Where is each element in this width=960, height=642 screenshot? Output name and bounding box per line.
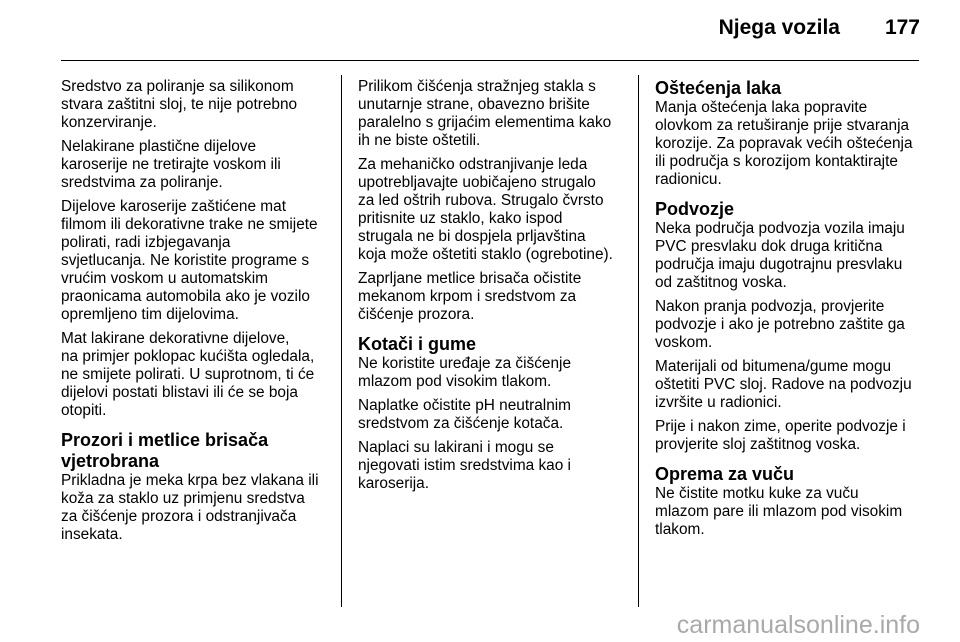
text-line: oštetiti PVC sloj. Radove na podvozju [655,376,912,393]
text-line: mekanom krpom i sredstvom za [358,288,577,305]
section-heading [358,334,628,355]
paragraph [61,198,327,324]
text-line: područja imaju dugotrajnu presvlaku [655,256,903,273]
paragraph [358,397,628,433]
paragraph [358,355,628,391]
heading-line: Prozori i metlice brisača [61,430,269,450]
page-number: 177 [884,16,920,39]
text-line: izvršite u radionici. [655,394,782,411]
column-divider-left [341,75,342,607]
paragraph [655,358,921,412]
text-column-right [655,78,921,545]
paragraph [655,99,921,189]
text-line: provjerite sloj zaštitnog voska. [655,436,861,453]
text-line: koja može oštetiti staklo (ogrebotine). [358,246,613,263]
paragraph [358,78,628,150]
paragraph [358,270,628,324]
text-line: ih ne biste oštetili. [358,132,481,149]
paragraph [655,298,921,352]
text-line: Materijali od bitumena/gume mogu [655,358,892,375]
text-line: unutarnje strane, obavezno brišite [358,96,590,113]
column-divider-right [638,75,639,607]
text-line: olovkom za retuširanje prije stvaranja [655,117,910,134]
text-line: ne smijete polirati. U suprotnom, ti će [61,366,315,383]
text-line: mlazom pare ili mlazom pod visokim [655,503,903,520]
watermark-text: carmanualsonline.info [676,611,920,639]
text-line: konzerviranje. [61,114,157,131]
section-heading [61,430,327,472]
text-column-middle [358,78,628,499]
text-line: Naplatke očistite pH neutralnim [358,397,572,414]
text-line: Nelakirane plastične dijelove [61,138,257,155]
text-line: vrućim voskom u automatskim [61,270,268,287]
paragraph [655,418,921,454]
paragraph [61,138,327,192]
text-line: Za mehaničko odstranjivanje leda [358,156,588,173]
paragraph [358,156,628,264]
text-line: sredstvom za čišćenje kotača. [358,415,564,432]
text-line: Prilikom čišćenja stražnjeg stakla s [358,78,596,95]
text-line: njegovati istim sredstvima kao i [358,457,571,474]
text-line: Prije i nakon zime, operite podvozje i [655,418,906,435]
text-line: paralelno s grijaćim elementima kako [358,114,612,131]
paragraph [358,439,628,493]
text-line: Mat lakirane dekorativne dijelove, [61,330,290,347]
text-line: Ne čistite motku kuke za vuču [655,485,859,502]
text-line: polirati, radi izbjegavanja [61,234,231,251]
text-line: pritisnite uz staklo, kako ispod [358,210,563,227]
text-line: za čišćenje prozora i odstranjivača [61,508,297,525]
paragraph [61,472,327,544]
text-line: otopiti. [61,402,107,419]
text-line: Manja oštećenja laka popravite [655,99,868,116]
text-line: stvara zaštitni sloj, te nije potrebno [61,96,298,113]
text-line: upotrebljavajte uobičajeno strugalo [358,174,596,191]
text-line: od zaštitnog voska. [655,274,787,291]
text-line: Nakon pranja podvozja, provjerite [655,298,885,315]
section-heading [655,78,921,99]
text-line: opremljeno tim dijelovima. [61,306,239,323]
text-line: insekata. [61,526,123,543]
heading-line: vjetrobrana [61,451,160,471]
text-line: koža za staklo uz primjenu sredstva [61,490,305,507]
text-line: na primjer poklopac kućišta ogledala, [61,348,315,365]
text-line: filmom ili dekorativne trake ne smijete [61,216,318,233]
text-line: za led oštrih rubova. Strugalo čvrsto [358,192,604,209]
page-header-title: Njega vozila [718,16,840,39]
section-heading [655,464,921,485]
text-line: čišćenje prozora. [358,306,475,323]
text-line: voskom. [655,334,713,351]
text-line: tlakom. [655,521,705,538]
text-line: dijelovi postati blistavi ili će se boja [61,384,298,401]
section-heading [655,199,921,220]
text-line: svjetlucanja. Ne koristite programe s [61,252,310,269]
paragraph [655,220,921,292]
paragraph [61,330,327,420]
text-line: Sredstvo za poliranje sa silikonom [61,78,294,95]
paragraph [61,78,327,132]
header-divider [61,60,919,61]
text-line: Dijelove karoserije zaštićene mat [61,198,286,215]
text-line: karoserije ne tretirajte voskom ili [61,156,281,173]
text-line: mlazom pod visokim tlakom. [358,373,552,390]
heading-line: Podvozje [655,199,735,219]
heading-line: Kotači i gume [358,334,477,354]
text-line: sredstvima za poliranje. [61,174,223,191]
text-line: podvozje i ako je potrebno zaštite ga [655,316,905,333]
text-line: karoserija. [358,475,429,492]
text-line: Ne koristite uređaje za čišćenje [358,355,572,372]
paragraph [655,485,921,539]
text-column-left [61,78,327,550]
heading-line: Oprema za vuču [655,464,795,484]
text-line: Zaprljane metlice brisača očistite [358,270,582,287]
heading-line: Oštećenja laka [655,78,782,98]
text-line: Naplaci su lakirani i mogu se [358,439,554,456]
text-line: PVC presvlaku dok druga kritična [655,238,883,255]
text-line: strugala ne bi dospjela prljavština [358,228,586,245]
text-line: Neka područja podvozja vozila imaju [655,220,905,237]
text-line: radionicu. [655,171,722,188]
text-line: Prikladna je meka krpa bez vlakana ili [61,472,319,489]
text-line: ili područja s korozijom kontaktirajte [655,153,898,170]
text-line: praonicama automobila ako je vozilo [61,288,310,305]
text-line: korozije. Za popravak većih oštećenja [655,135,913,152]
